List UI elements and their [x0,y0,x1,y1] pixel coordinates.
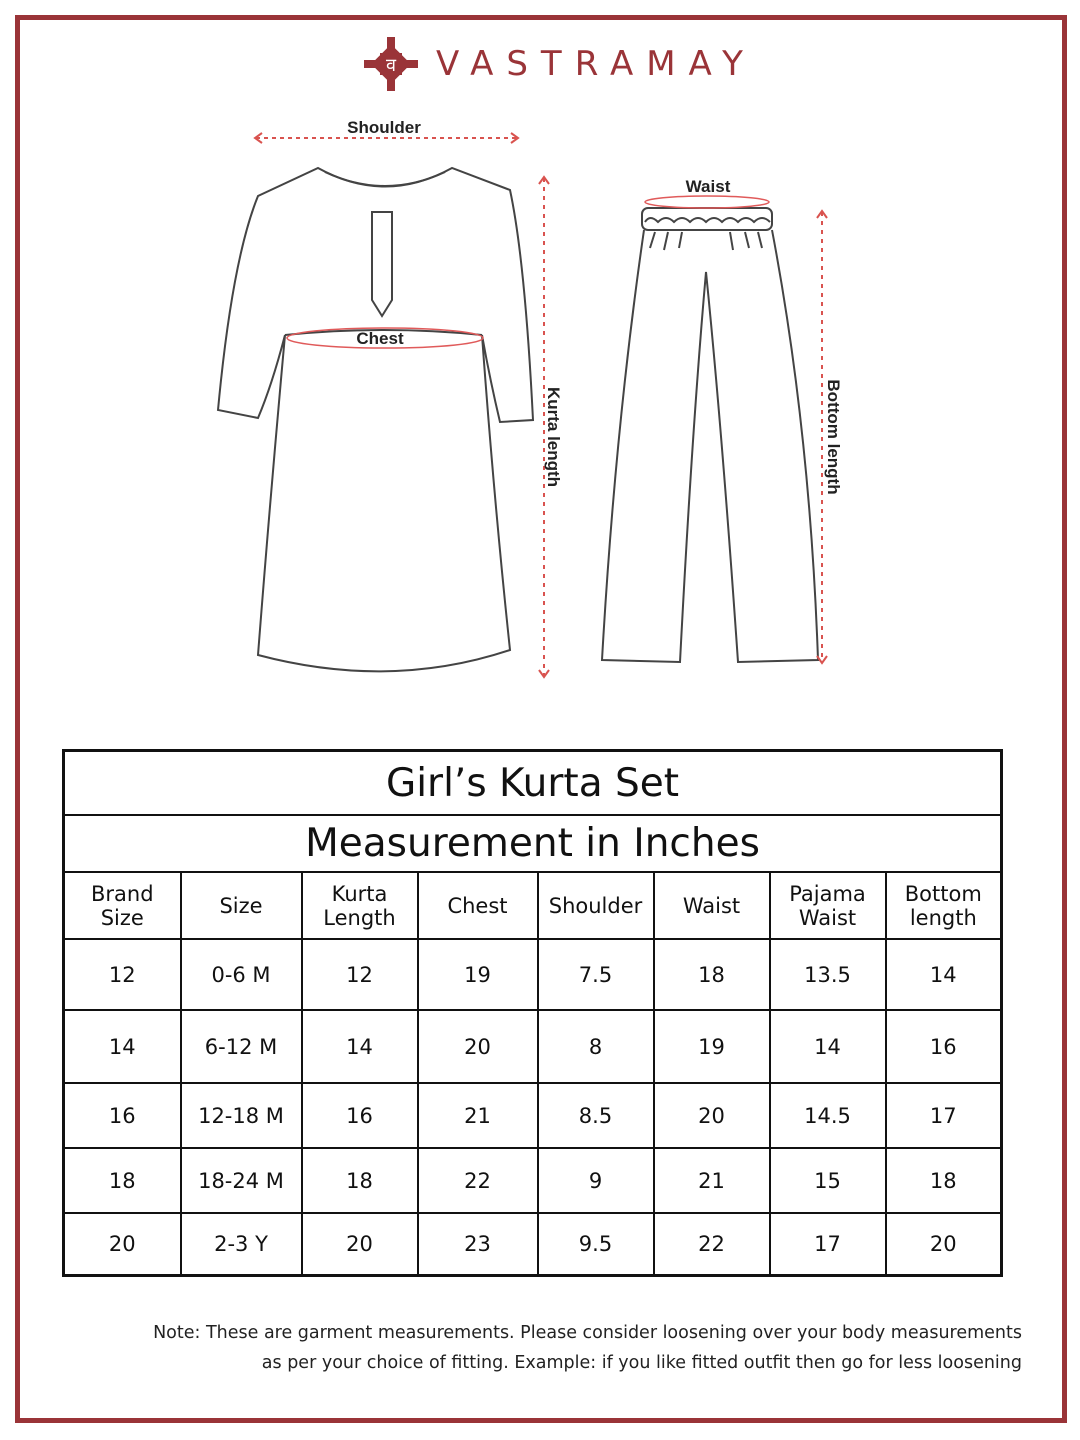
table-cell: 14 [770,1010,886,1083]
table-cell: 16 [886,1010,1002,1083]
table-cell: 12 [302,939,418,1010]
kurta-illustration [218,168,533,671]
table-row [64,939,1002,1010]
table-cell: 9 [538,1148,654,1213]
table-cell: 18 [64,1148,181,1213]
table-cell: 20 [654,1083,770,1148]
table-cell: 17 [886,1083,1002,1148]
column-header: Kurta Length [302,872,418,939]
table-cell: 20 [302,1213,418,1275]
column-header: Chest [418,872,538,939]
column-header: Brand Size [64,872,181,939]
column-header: Bottom length [886,872,1002,939]
table-cell: 8 [538,1010,654,1083]
table-cell: 15 [770,1148,886,1213]
table-cell: 6-12 M [181,1010,302,1083]
table-cell: 19 [654,1010,770,1083]
table-cell: 12 [64,939,181,1010]
brand-glyph: व [385,55,397,76]
pajama-illustration [602,208,818,662]
table-cell: 20 [886,1213,1002,1275]
column-header: Size [181,872,302,939]
table-title: Girl’s Kurta Set [64,751,1002,816]
table-cell: 21 [654,1148,770,1213]
table-subtitle: Measurement in Inches [64,815,1002,872]
column-header: Shoulder [538,872,654,939]
table-cell: 14 [886,939,1002,1010]
table-cell: 22 [418,1148,538,1213]
table-row [64,1148,1002,1213]
table-cell: 20 [418,1010,538,1083]
table-cell: 16 [64,1083,181,1148]
table-cell: 14 [302,1010,418,1083]
table-cell: 18-24 M [181,1148,302,1213]
table-cell: 17 [770,1213,886,1275]
table-cell: 16 [302,1083,418,1148]
table-row [64,1213,1002,1275]
table-cell: 22 [654,1213,770,1275]
table-row [64,1083,1002,1148]
table-cell: 18 [654,939,770,1010]
bottom-length-label: Bottom length [824,379,843,495]
column-header: Pajama Waist [770,872,886,939]
chest-label: Chest [356,329,404,348]
table-cell: 13.5 [770,939,886,1010]
note-line-1: Note: These are garment measurements. Please consider loosening over your body measurements [153,1323,1022,1343]
size-chart-table [62,749,1003,1277]
table-cell: 12-18 M [181,1083,302,1148]
table-cell: 18 [886,1148,1002,1213]
table-cell: 20 [64,1213,181,1275]
table-cell: 9.5 [538,1213,654,1275]
kurta-length-label: Kurta length [544,386,563,488]
table-cell: 14 [64,1010,181,1083]
table-cell: 19 [418,939,538,1010]
table-cell: 21 [418,1083,538,1148]
table-header-row [64,872,1002,939]
shoulder-label: Shoulder [347,118,421,137]
fitting-note [50,1318,1022,1378]
table-cell: 2-3 Y [181,1213,302,1275]
table-row [64,1010,1002,1083]
table-cell: 0-6 M [181,939,302,1010]
column-header: Waist [654,872,770,939]
waist-measure-line [645,196,769,208]
note-line-2: as per your choice of fitting. Example: if you like fitted outfit then go for less loosening [261,1353,1022,1373]
table-cell: 7.5 [538,939,654,1010]
table-cell: 18 [302,1148,418,1213]
table-cell: 23 [418,1213,538,1275]
table-cell: 14.5 [770,1083,886,1148]
brand-name: VASTRAMAY [436,44,756,84]
waist-label: Waist [685,177,731,196]
table-cell: 8.5 [538,1083,654,1148]
